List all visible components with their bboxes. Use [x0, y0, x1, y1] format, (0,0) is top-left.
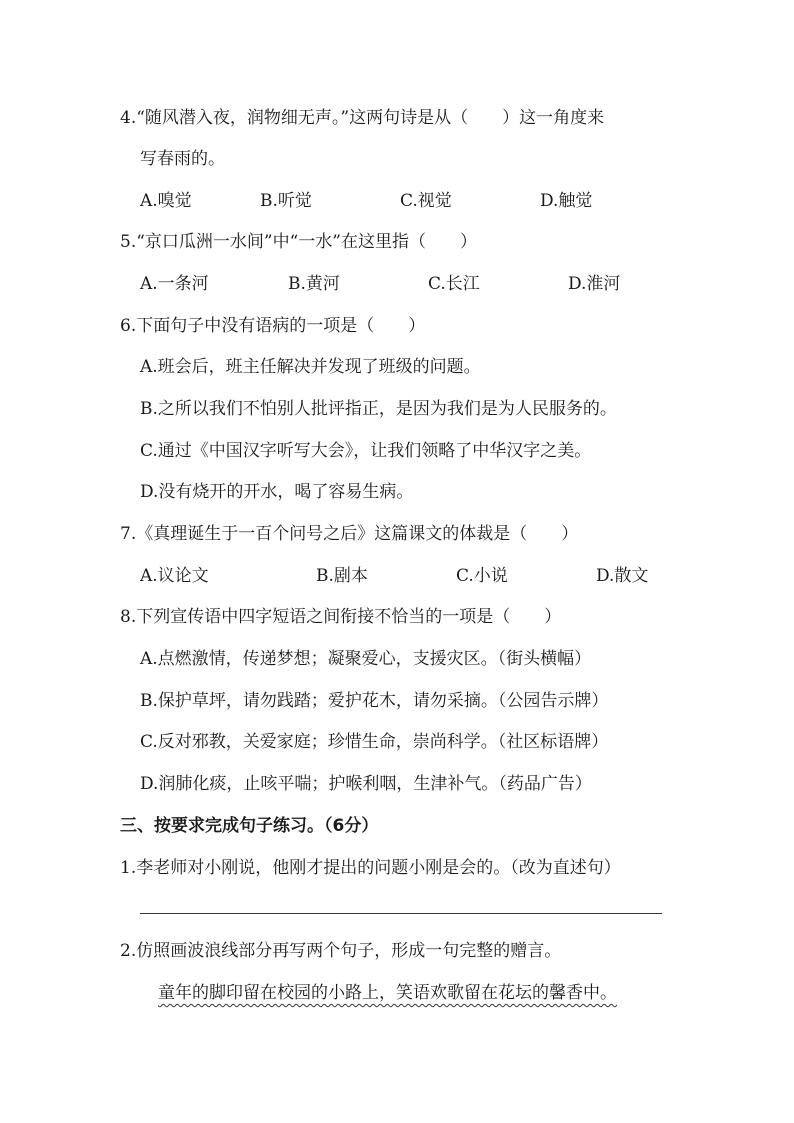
q6-option-b: B.之所以我们不怕别人批评指正，是因为我们是为人民服务的。: [140, 399, 617, 419]
q4-stem-line2: 写春雨的。: [140, 149, 225, 169]
q7-option-a: A.议论文: [140, 566, 209, 586]
q8-option-b: B.保护草坪，请勿践踏；爱护花木，请勿采摘。（公园告示牌）: [140, 691, 609, 711]
q4-option-b: B.听觉: [260, 191, 312, 211]
s1-answer-line[interactable]: [140, 913, 662, 914]
section-3-title: 三、按要求完成句子练习。（6分）: [120, 816, 379, 836]
q8-option-d: D.润肺化痰，止咳平喘；护喉利咽，生津补气。（药品广告）: [140, 774, 592, 794]
q4-option-d: D.触觉: [540, 191, 593, 211]
q6-option-a: A.班会后，班主任解决并发现了班级的问题。: [140, 357, 481, 377]
q5-option-b: B.黄河: [288, 274, 340, 294]
q7-option-b: B.剧本: [316, 566, 368, 586]
q4-stem-line1: 4.“随风潜入夜，润物细无声。”这两句诗是从（ ）这一角度来: [120, 108, 605, 128]
q5-option-a: A.一条河: [140, 274, 209, 294]
q6-stem: 6.下面句子中没有语病的一项是（ ）: [120, 316, 426, 336]
q8-option-c: C.反对邪教，关爱家庭；珍惜生命，崇尚科学。（社区标语牌）: [140, 732, 609, 752]
q4-option-a: A.嗅觉: [140, 191, 192, 211]
q8-option-a: A.点燃激情，传递梦想；凝聚爱心，支援灾区。（街头横幅）: [140, 649, 592, 669]
q6-option-d: D.没有烧开的开水，喝了容易生病。: [140, 482, 414, 502]
q5-stem: 5.“京口瓜洲一水间”中“一水”在这里指（ ）: [120, 232, 477, 252]
q5-option-c: C.长江: [428, 274, 480, 294]
q5-option-d: D.淮河: [568, 274, 621, 294]
q6-option-c: C.通过《中国汉字听写大会》，让我们领略了中华汉字之美。: [140, 441, 592, 461]
s2-stem: 2.仿照画波浪线部分再写两个句子，形成一句完整的赠言。: [120, 941, 562, 961]
q4-option-c: C.视觉: [400, 191, 452, 211]
q7-stem: 7.《真理诞生于一百个问号之后》这篇课文的体裁是（ ）: [120, 524, 579, 544]
s1-stem: 1.李老师对小刚说，他刚才提出的问题小刚是会的。（改为直述句）: [120, 858, 621, 878]
q7-option-c: C.小说: [456, 566, 508, 586]
s2-example-sentence: 童年的脚印留在校园的小路上，笑语欢歌留在花坛的馨香中。: [158, 983, 617, 1003]
q8-stem: 8.下列宣传语中四字短语之间衔接不恰当的一项是（ ）: [120, 607, 562, 627]
s2-example-wrap: [158, 982, 617, 1004]
q7-option-d: D.散文: [596, 566, 649, 586]
